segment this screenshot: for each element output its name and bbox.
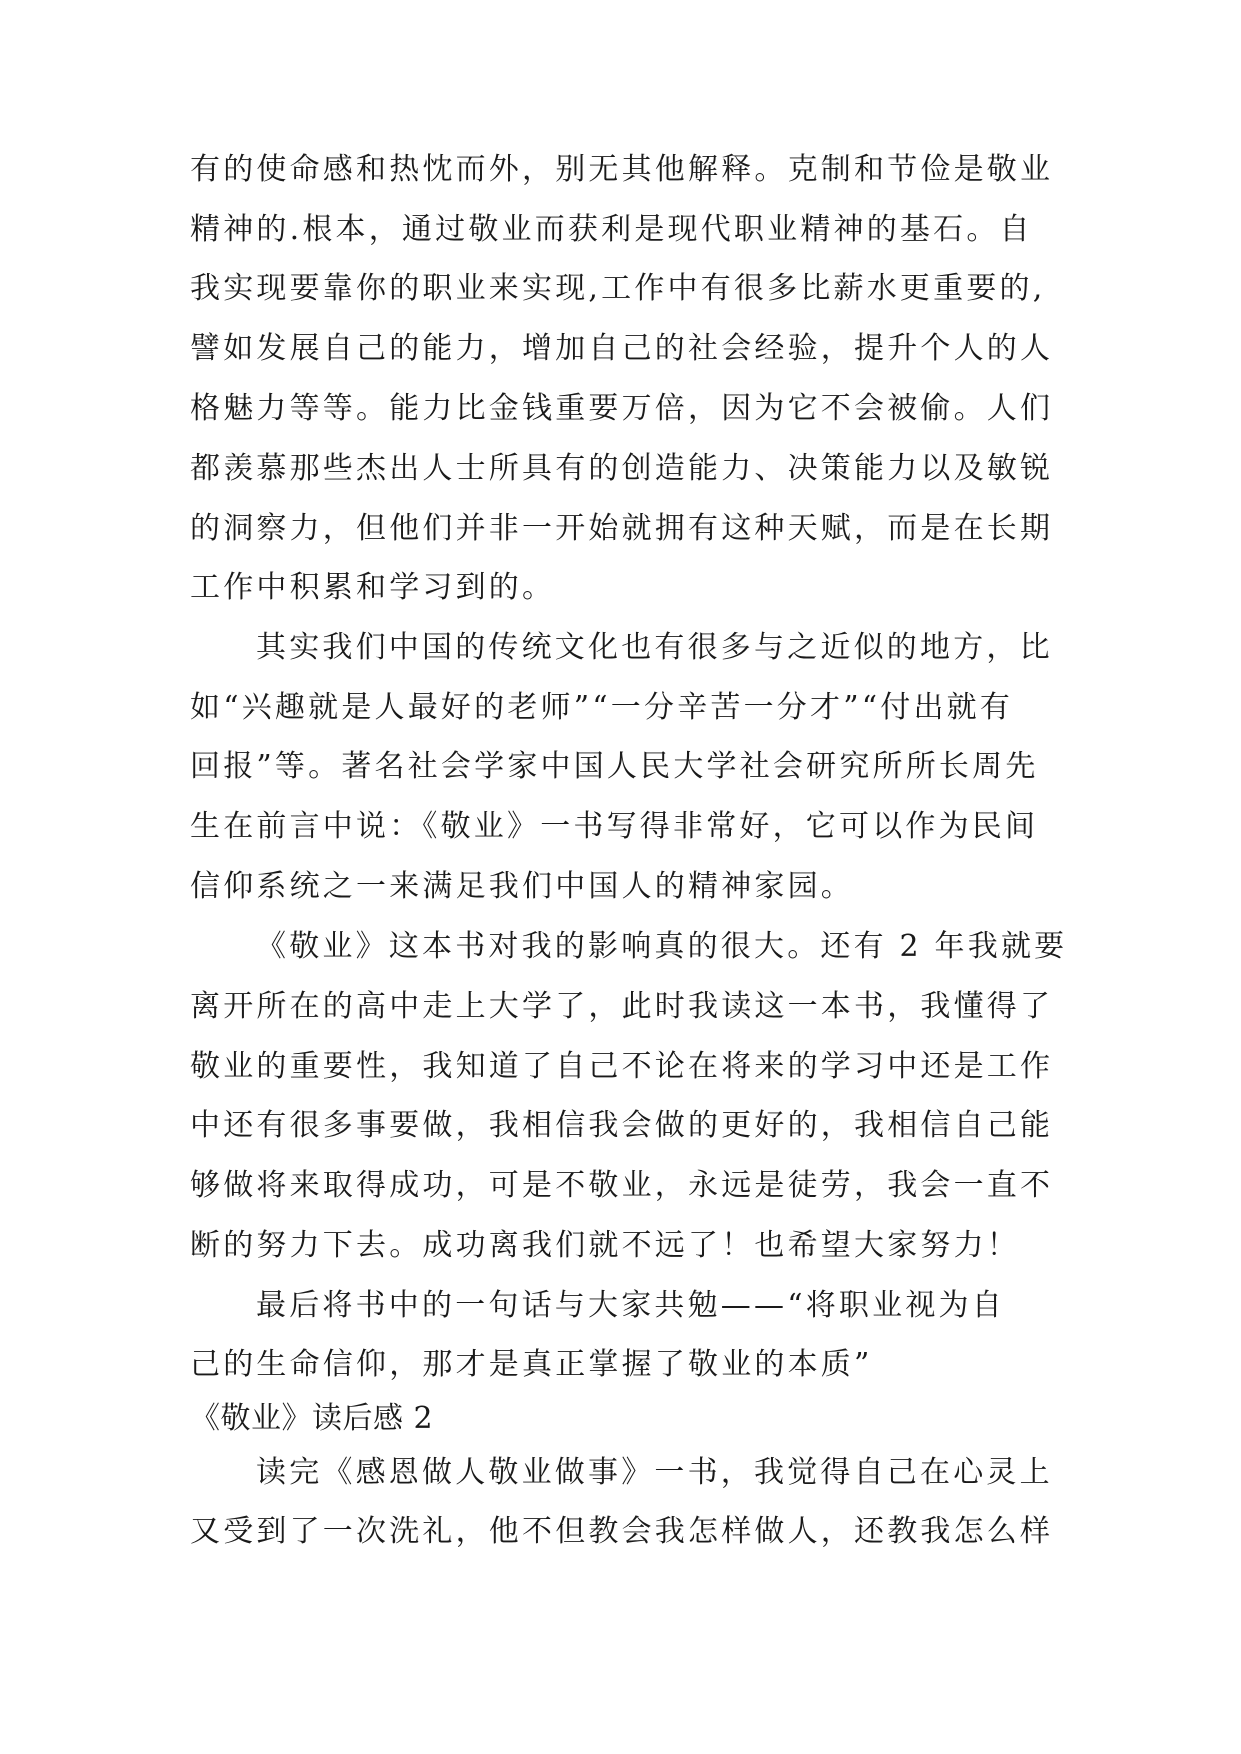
paragraph-line: 够做将来取得成功，可是不敬业，永远是徒劳，我会一直不 [190,1168,1054,1203]
paragraph-line: 的洞察力，但他们并非一开始就拥有这种天赋，而是在长期 [190,511,1054,546]
paragraph-first-line: 读完《感恩做人敬业做事》一书，我觉得自己在心灵上 [256,1455,1053,1490]
section-heading: 《敬业》读后感 2 [190,1401,434,1436]
paragraph-line: 断的努力下去。成功离我们就不远了！也希望大家努力！ [190,1228,1020,1263]
paragraph-first-line: 最后将书中的一句话与大家共勉——“将职业视为自 [256,1288,1005,1323]
paragraph-line: 生在前言中说：《敬业》一书写得非常好，它可以作为民间 [190,809,1039,844]
paragraph-line: 又受到了一次洗礼，他不但教会我怎样做人，还教我怎么样 [190,1514,1054,1549]
paragraph-line: 回报”等。著名社会学家中国人民大学社会研究所所长周先 [190,749,1039,784]
paragraph-line: 己的生命信仰，那才是真正掌握了敬业的本质” [190,1347,873,1382]
paragraph-line: 譬如发展自己的能力，增加自己的社会经验，提升个人的人 [190,331,1054,366]
paragraph-line: 离开所在的高中走上大学了，此时我读这一本书，我懂得了 [190,989,1054,1024]
paragraph-line: 格魅力等等。能力比金钱重要万倍，因为它不会被偷。人们 [190,391,1054,426]
paragraph-first-line: 其实我们中国的传统文化也有很多与之近似的地方，比 [256,630,1053,665]
paragraph-line: 敬业的重要性，我知道了自己不论在将来的学习中还是工作 [190,1049,1054,1084]
paragraph-line: 工作中积累和学习到的。 [190,570,556,605]
paragraph-line: 信仰系统之一来满足我们中国人的精神家园。 [190,869,854,904]
paragraph-line: 精神的.根本，通过敬业而获利是现代职业精神的基石。自 [190,212,1033,247]
paragraph-line: 中还有很多事要做，我相信我会做的更好的，我相信自己能 [190,1108,1054,1143]
paragraph-line: 有的使命感和热忱而外，别无其他解释。克制和节俭是敬业 [190,152,1054,187]
paragraph-line: 都羡慕那些杰出人士所具有的创造能力、决策能力以及敏锐 [190,451,1054,486]
paragraph-line: 如“兴趣就是人最好的老师”“一分辛苦一分才”“付出就有 [190,690,1014,725]
paragraph-first-line: 《敬业》这本书对我的影响真的很大。还有 2 年我就要 [256,929,1068,964]
paragraph-line: 我实现要靠你的职业来实现,工作中有很多比薪水更重要的, [190,271,1046,306]
